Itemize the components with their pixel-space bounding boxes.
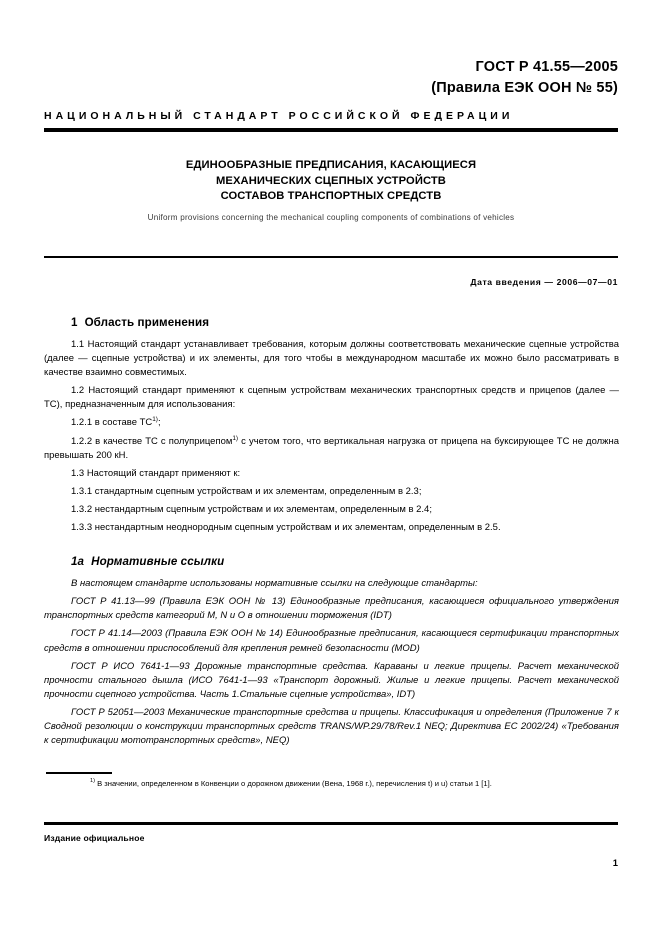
normative-reference-4: ГОСТ Р 52051—2003 Механические транспортные средства и прицепы. Классификация и определения (Приложение 7 к Сводной резолюции о конструкции транспортных средств TRANS/WP.29/78/Rev.1 NEQ; Директива ЕС 2002/24) «Требования к сертификации мототранспортных средств», NEQ) xyxy=(44,706,619,747)
title-line-1: ЕДИНООБРАЗНЫЕ ПРЕДПИСАНИЯ, КАСАЮЩИЕСЯ xyxy=(185,159,477,171)
section-number-1a: 1а xyxy=(71,555,85,569)
footnote-separator xyxy=(46,772,112,774)
footnote-block xyxy=(44,778,619,790)
section-heading-1 xyxy=(71,316,619,329)
paragraph-1-3-1: 1.3.1 стандартным сцепным устройствам и их элементам, определенным в 2.3; xyxy=(71,485,422,497)
section-number-1: 1 xyxy=(71,316,78,329)
paragraph-1-2: 1.2 Настоящий стандарт применяют к сцепным устройствам механических транспортных средств и прицепов (далее — ТС), предназначенным для использования: xyxy=(44,385,619,411)
footnote-ref-1: 1) xyxy=(152,416,158,424)
paragraph-1-3-3: 1.3.3 нестандартным неоднородным сцепным устройствам и их элементам, определенным в 2.5. xyxy=(71,522,501,534)
footnote-marker: 1) xyxy=(90,778,95,785)
paragraph-1-3: 1.3 Настоящий стандарт применяют к: xyxy=(71,467,241,479)
header-divider-thick xyxy=(44,128,618,132)
normative-reference-2: ГОСТ Р 41.14—2003 (Правила ЕЭК ООН № 14) Единообразные предписания, касающиеся сертификации транспортных средств в отношении приспособлений для крепления ремней безопасности (MOD) xyxy=(44,628,619,654)
document-body xyxy=(44,316,619,748)
title-line-3: СОСТАВОВ ТРАНСПОРТНЫХ СРЕДСТВ xyxy=(220,190,442,202)
page-number: 1 xyxy=(612,857,618,868)
title-subtitle-english: Uniform provisions concerning the mechanical coupling components of combinations of vehicles xyxy=(147,213,515,222)
paragraph-1-2-2-tail: с учетом того, что вертикальная нагрузка от прицепа на буксирующее ТС не должна превышать 200 кН. xyxy=(44,435,619,461)
introduction-date: Дата введения — 2006—07—01 xyxy=(470,277,618,287)
footnote-ref-2: 1) xyxy=(232,434,239,442)
document-header xyxy=(44,58,618,98)
paragraph-1-2-2-text: 1.2.2 в качестве ТС с полуприцепом xyxy=(71,435,233,447)
section-heading-1a xyxy=(71,555,619,568)
footer-divider-thick xyxy=(44,822,618,825)
section-title-1: Область применения xyxy=(84,316,210,329)
edition-label: Издание официальное xyxy=(44,833,145,843)
paragraph-1-2-2 xyxy=(44,435,619,463)
section-title-1a: Нормативные ссылки xyxy=(91,555,225,569)
paragraph-1-1: 1.1 Настоящий стандарт устанавливает требования, которым должны соответствовать механические сцепные устройства (далее — сцепные устройства) и их элементы, для того чтобы в международном масштабе их можно было рассматривать в качестве взаимно совместимых. xyxy=(44,339,619,379)
document-subcode: (Правила ЕЭК ООН № 55) xyxy=(431,80,618,96)
document-title xyxy=(44,158,618,205)
normative-reference-1: ГОСТ Р 41.13—99 (Правила ЕЭК ООН № 13) Единообразные предписания, касающиеся официального утверждения транспортных средств категорий М, N и О в отношении торможения (IDT) xyxy=(44,596,619,622)
national-standard-line: НАЦИОНАЛЬНЫЙ СТАНДАРТ РОССИЙСКОЙ ФЕДЕРАЦИИ xyxy=(44,110,514,122)
normative-lead: В настоящем стандарте использованы нормативные ссылки на следующие стандарты: xyxy=(71,578,478,590)
paragraph-1-2-1-tail: ; xyxy=(157,417,161,429)
paragraph-1-3-2: 1.3.2 нестандартным сцепным устройствам и их элементам, определенным в 2.4; xyxy=(71,503,432,515)
title-line-2: МЕХАНИЧЕСКИХ СЦЕПНЫХ УСТРОЙСТВ xyxy=(215,174,446,187)
title-divider xyxy=(44,256,618,258)
paragraph-1-2-1-text: 1.2.1 в составе ТС xyxy=(71,417,153,429)
normative-reference-3: ГОСТ Р ИСО 7641-1—93 Дорожные транспортные средства. Караваны и легкие прицепы. Расчет механической прочности стального дышла (ИСО 7641-1—93 «Транспорт дорожный. Жилые и легкие прицепы. Расчет механической прочности сцепного устройства. Часть 1.Стальные сцепные устройства», IDT) xyxy=(44,660,619,700)
footnote-text: В значении, определенном в Конвенции о дорожном движении (Вена, 1968 г.), перечисления t) и u) статьи 1 [1]. xyxy=(97,779,492,788)
document-code: ГОСТ Р 41.55—2005 xyxy=(475,59,618,75)
paragraph-1-2-1 xyxy=(44,416,619,430)
